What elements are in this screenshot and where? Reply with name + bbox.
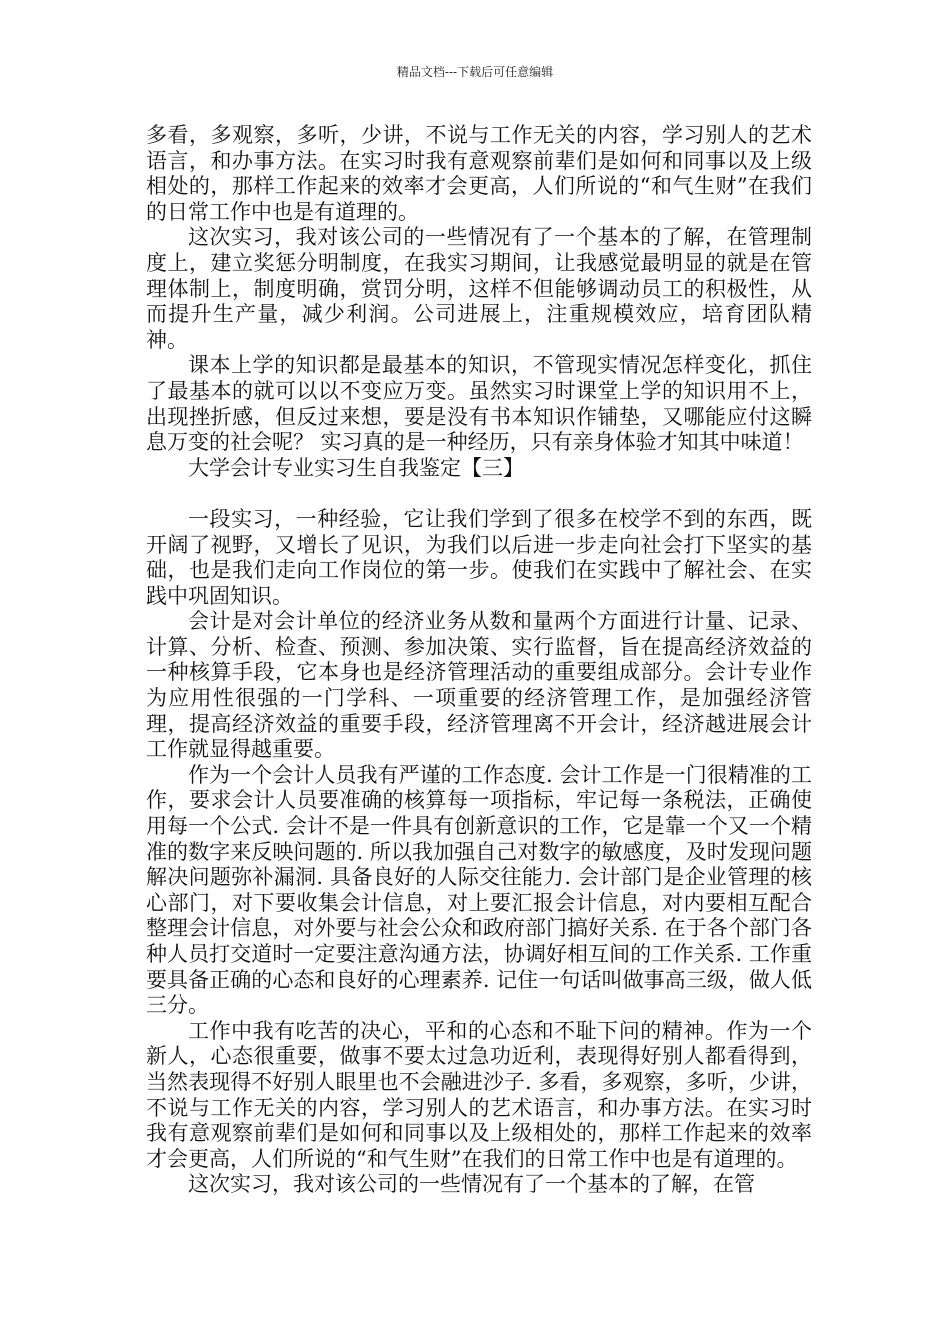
paragraph: 一段实习，一种经验，它让我们学到了很多在校学不到的东西，既开阔了视野，又增长了见识，为我们以后进一步走向社会打下坚实的基础，也是我们走向工作岗位的第一步。使我们在实践中了解社会、在实践中巩固知识。 [146, 506, 812, 608]
paragraph: 作为一个会计人员我有严谨的工作态度. 会计工作是一门很精准的工作，要求会计人员要准确的核算每一项指标，牢记每一条税法，正确使用每一个公式. 会计不是一件具有创新意识的工作，它是靠一个又一个精准的数字来反映问题的. 所以我加强自己对数字的敏感度，及时发现问题解决问题弥补漏洞. 具备良好的人际交往能力. 会计部门是企业管理的核心部门，对下要收集会计信息，对上要汇报会计信息，对内要相互配合整理会计信息，对外要与社会公众和政府部门搞好关系. 在于各个部门各种人员打交道时一定要注意沟通方法，协调好相互间的工作关系. 工作重要具备正确的心态和良好的心理素养. 记住一句话叫做事高三级，做人低三分。 [146, 762, 812, 1018]
paragraph: 工作中我有吃苦的决心，平和的心态和不耻下问的精神。作为一个新人，心态很重要，做事不要太过急功近利，表现得好别人都看得到，当然表现得不好别人眼里也不会融进沙子. 多看，多观察，多听，少讲，不说与工作无关的内容，学习别人的艺术语言，和办事方法。在实习时我有意观察前辈们是如何和同事以及上级相处的，那样工作起来的效率才会更高，人们所说的“和气生财”在我们的日常工作中也是有道理的。 [146, 1018, 812, 1171]
blank-line [146, 481, 812, 507]
section-heading: 大学会计专业实习生自我鉴定【三】 [188, 455, 524, 480]
document-body [146, 123, 812, 1198]
paragraph: 会计是对会计单位的经济业务从数和量两个方面进行计量、记录、计算、分析、检查、预测、参加决策、实行监督，旨在提高经济效益的一种核算手段，它本身也是经济管理活动的重要组成部分。会计专业作为应用性很强的一门学科、一项重要的经济管理工作，是加强经济管理，提高经济效益的重要手段，经济管理离不开会计，经济越进展会计工作就显得越重要。 [146, 609, 812, 762]
paragraph: 这次实习，我对该公司的一些情况有了一个基本的了解，在管理制度上，建立奖惩分明制度，在我实习期间，让我感觉最明显的就是在管理体制上，制度明确，赏罚分明，这样不但能够调动员工的积极性，从而提升生产量，减少利润。公司进展上，注重规模效应，培育团队精神。 [146, 225, 812, 352]
paragraph-continued: 多看，多观察，多听，少讲，不说与工作无关的内容，学习别人的艺术语言，和办事方法。在实习时我有意观察前辈们是如何和同事以及上级相处的，那样工作起来的效率才会更高，人们所说的“和气生财”在我们的日常工作中也是有道理的。 [146, 123, 812, 224]
paragraph: 课本上学的知识都是最基本的知识，不管现实情况怎样变化，抓住了最基本的就可以以不变应万变。虽然实习时课堂上学的知识用不上，出现挫折感，但反过来想，要是没有书本知识作铺垫，又哪能应付这瞬息万变的社会呢？ 实习真的是一种经历，只有亲身体验才知其中味道！ [146, 353, 812, 455]
paragraph: 这次实习，我对该公司的一些情况有了一个基本的了解，在管 [188, 1172, 755, 1197]
page-header: 精品文档---下载后可任意编辑 [396, 65, 554, 79]
